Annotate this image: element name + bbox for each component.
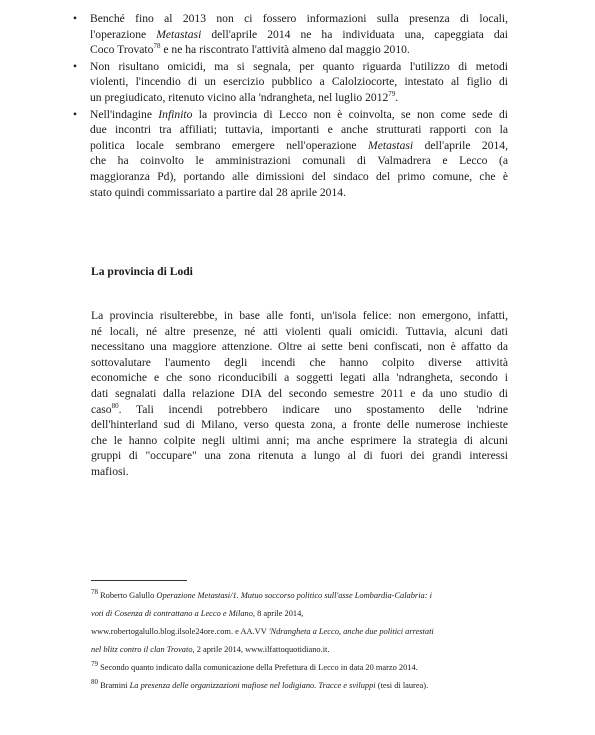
text-line	[91, 339, 508, 355]
text-line	[90, 122, 508, 138]
text-line	[90, 74, 508, 90]
text-run: politica locale sembrano emergere nell'operazione	[90, 138, 369, 152]
footnote-separator	[91, 580, 187, 581]
text-line	[90, 27, 508, 43]
text-run: l'operazione	[90, 27, 157, 41]
text-run: Nell'indagine	[90, 107, 159, 121]
text-line	[90, 42, 508, 58]
body-paragraph	[91, 308, 508, 480]
text-run: due incontri tra affiliati; tuttavia, importanti e anche strutturati rapporti con la	[90, 123, 508, 137]
footnote-line	[91, 627, 434, 636]
footnote-line	[91, 645, 329, 654]
footnote-line	[91, 609, 303, 618]
text-run: mafiosi.	[91, 464, 129, 478]
text-line	[90, 185, 508, 201]
text-run: nel blitz contro il clan Trovato,	[91, 645, 195, 654]
text-run: e ne ha riscontrato l'attività almeno dal maggio 2010.	[160, 43, 410, 57]
text-line	[90, 138, 508, 154]
text-line	[91, 370, 508, 386]
text-run: Secondo quanto indicato dalla comunicazione della Prefettura di Lecco in data 20 marzo 2014.	[98, 663, 418, 672]
text-run: www.robertogalullo.blog.ilsole24ore.com. e AA.VV	[91, 627, 269, 636]
footnote-ref: 79	[91, 660, 98, 669]
text-run: Operazione Metastasi/1. Mutuo soccorso politico sull'asse Lombardia-Calabria: i	[156, 591, 432, 600]
bullet-dot-icon: •	[73, 12, 78, 25]
section-title: La provincia di Lodi	[91, 265, 193, 278]
text-line	[90, 59, 508, 75]
footnote-ref: 79	[388, 90, 396, 99]
footnote-line	[91, 660, 418, 672]
text-run: la provincia di Lecco non è coinvolta, se non come sede di	[192, 107, 509, 121]
bullet-item	[73, 11, 509, 58]
footnote-line	[91, 678, 429, 690]
text-run: (tesi di laurea).	[375, 681, 429, 690]
text-run: violenti, l'incendio di un esercizio pubblico a Calolziocorte, intestato al figlio di	[90, 75, 508, 89]
text-run: Coco Trovato	[90, 43, 154, 57]
text-run: 'Ndrangheta a Lecco, anche due politici arrestati	[268, 627, 434, 636]
bullet-item	[73, 107, 509, 201]
footnote-ref: 80	[111, 401, 119, 410]
text-line	[91, 448, 508, 464]
text-run: sottovalutare l'aumento degli incendi che hanno colpito diverse attività	[91, 355, 508, 369]
text-run: stato quindi commissariato a partire dal 28 aprile 2014.	[90, 185, 346, 199]
text-run: Infinito	[158, 107, 193, 121]
text-line	[91, 464, 508, 480]
text-run: dell'hinterland sud di Milano, verso questa zona, a fronte delle numerose inchieste	[91, 418, 508, 432]
text-run: un pregiudicato, ritenuto vicino alla 'ndrangheta, nel luglio 2012	[90, 90, 389, 104]
text-run: economiche e che sono riconducibili a soggetti legati alla 'ndrangheta, secondo i	[91, 371, 508, 385]
text-run: La presenza delle organizzazioni mafiose nel lodigiano. Tracce e sviluppi	[129, 681, 376, 690]
text-run: .	[395, 90, 399, 104]
bullet-dot-icon: •	[73, 107, 78, 121]
text-run: dati segnalati dalla relazione DIA del secondo semestre 2011 e da uno studio di	[91, 386, 508, 400]
text-run: dell'aprile 2014,	[413, 138, 509, 152]
text-run: Non risultano omicidi, ma si segnala, per quanto riguarda l'utilizzo di metodi	[90, 59, 508, 73]
text-line	[90, 153, 508, 169]
text-run: voti di Cosenza di contrattano a Lecco e Milano,	[91, 609, 255, 618]
text-line	[90, 107, 508, 123]
text-run: Metastasi	[368, 138, 414, 152]
footnote-line	[91, 588, 432, 600]
text-run: Roberto Galullo	[98, 591, 157, 600]
text-run: La provincia risulterebbe, in base alle fonti, un'isola felice: non emergono, infatti,	[91, 309, 508, 322]
text-run: gruppi di "occupare" una zona ritenuta a lungo al di fuori dei grandi interessi	[91, 449, 508, 463]
text-line	[91, 355, 508, 371]
text-line	[91, 402, 508, 418]
text-run: maggioranza Pd), portando alle dimissioni del sindaco del primo comune, che è	[90, 169, 508, 183]
footnote-ref: 78	[153, 42, 161, 51]
text-line	[91, 324, 508, 340]
text-run: . Tali incendi potrebbero indicare uno spostamento delle 'ndrine	[118, 402, 508, 416]
text-run: 8 aprile 2014,	[255, 609, 304, 618]
text-run: caso	[91, 402, 112, 416]
text-run: dell'aprile 2014 ne ha individuata una, capeggiata dai	[201, 27, 509, 41]
text-run: che le hanno colpite negli ultimi anni; ma anche esprimere la strategia di alcuni	[91, 433, 508, 447]
text-run: necessitano una maggiore attenzione. Oltre ai sette beni confiscati, non è affatto da	[91, 340, 508, 354]
footnote-ref: 80	[91, 678, 98, 687]
text-run: Benché fino al 2013 non ci fossero informazioni sulla presenza di locali,	[90, 12, 508, 25]
footnote-ref: 78	[91, 588, 98, 597]
bullet-dot-icon: •	[73, 59, 78, 73]
text-line	[90, 169, 508, 185]
text-line	[91, 433, 508, 449]
bullet-item	[73, 59, 508, 106]
text-line	[91, 417, 508, 433]
footnotes	[91, 585, 511, 693]
text-run: che ha coinvolto le amministrazioni comunali di Valmadrera e Lecco (a	[90, 154, 508, 168]
text-line	[90, 11, 508, 27]
text-run: 2 aprile 2014, www.ilfattoquotidiano.it.	[194, 645, 330, 654]
text-line	[91, 308, 508, 324]
bullet-list	[73, 11, 509, 201]
text-run: Metastasi	[156, 27, 202, 41]
text-line	[90, 90, 508, 106]
text-line	[91, 386, 508, 402]
text-run: né locali, né altre presenze, né atti violenti quali omicidi. Tuttavia, alcuni dati	[91, 324, 508, 338]
text-run: Bramini	[98, 681, 130, 690]
